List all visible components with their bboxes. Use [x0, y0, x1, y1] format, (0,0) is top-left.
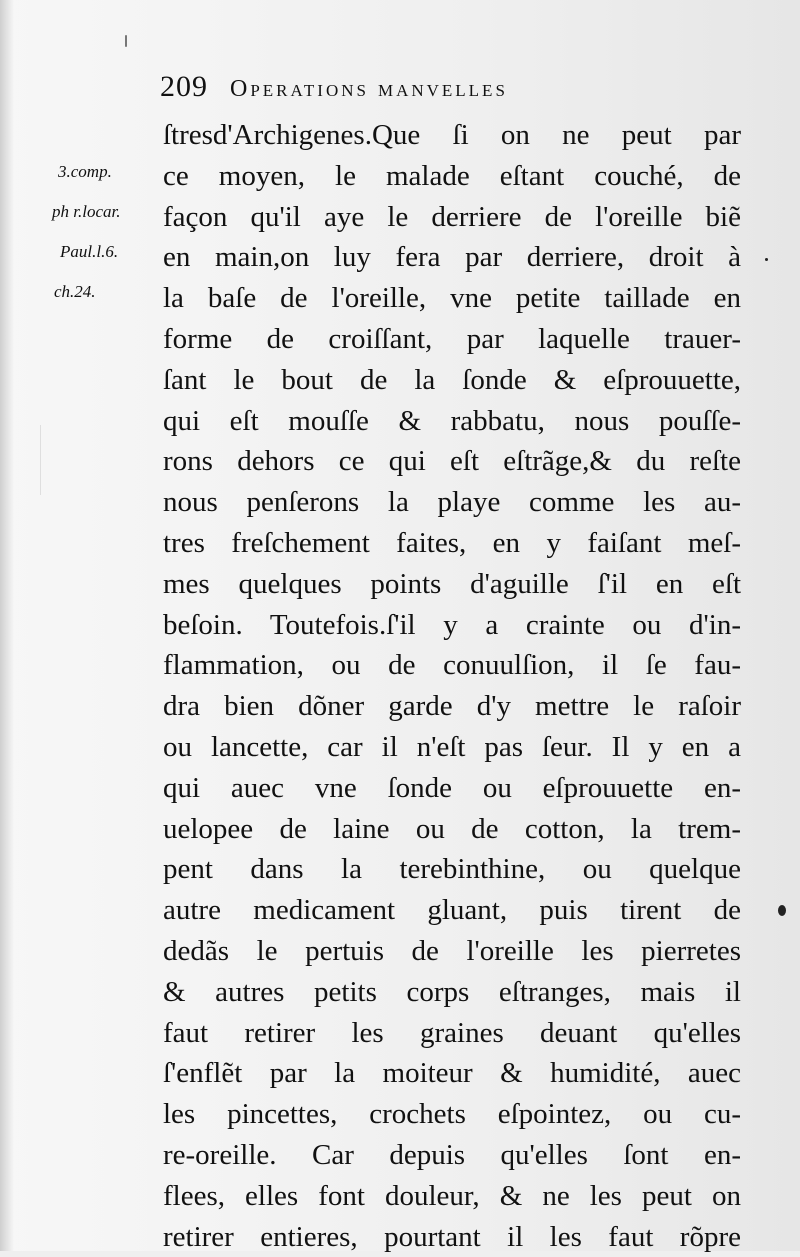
- text-line: qui auec vne ſonde ou eſprouuette en-: [163, 771, 741, 804]
- text-line: pent dans la terebinthine, ou quelque: [163, 853, 741, 886]
- page-edge-shadow: [0, 0, 14, 1251]
- text-line: les pincettes, crochets eſpointez, ou cu-: [163, 1098, 741, 1131]
- text-line: beſoin. Toutefois.ſ'il y a crainte ou d'in-: [163, 608, 741, 641]
- text-line: dra bien dõner garde d'y mettre le raſoir: [163, 690, 741, 723]
- text-line: ou lancette, car il n'eſt pas ſeur. Il y en a: [163, 730, 741, 763]
- text-line: retirer entieres, pourtant il les faut rõpre: [163, 1220, 741, 1253]
- text-line: flammation, ou de conuulſion, il ſe fau-: [163, 649, 741, 682]
- page-header: [160, 70, 740, 114]
- text-line: ce moyen, le malade eſtant couché, de: [163, 159, 741, 192]
- text-line: façon qu'il aye le derriere de l'oreille biẽ: [163, 200, 741, 233]
- page-number: 209: [160, 70, 208, 103]
- text-line: autre medicament gluant, puis tirent de: [163, 894, 741, 927]
- text-line: flees, elles font douleur, & ne les peut on: [163, 1179, 741, 1212]
- margin-note: ph r.locar.: [52, 202, 121, 221]
- margin-note: 3.comp.: [58, 162, 112, 181]
- body-text: [163, 115, 763, 1257]
- text-line: la baſe de l'oreille, vne petite taillade en: [163, 282, 741, 315]
- text-line: nous penſerons la playe comme les au-: [163, 486, 741, 519]
- ink-speck: [125, 35, 127, 47]
- text-line: qui eſt mouſſe & rabbatu, nous pouſſe-: [163, 404, 741, 437]
- text-line: dedãs le pertuis de l'oreille les pierretes: [163, 934, 741, 967]
- text-line: ſtresd'Archigenes.Que ſi on ne peut par: [163, 119, 741, 151]
- text-line: mes quelques points d'aguille ſ'il en eſt: [163, 567, 741, 600]
- text-line: re-oreille. Car depuis qu'elles ſont en-: [163, 1138, 741, 1171]
- text-line: forme de croiſſant, par laquelle trauer-: [163, 322, 741, 355]
- text-line: rons dehors ce qui eſt eſtrãge,& du reſte: [163, 445, 741, 478]
- text-line: faut retirer les graines deuant qu'elles: [163, 1016, 741, 1049]
- margin-notes: [52, 152, 158, 312]
- text-line: ſ'enflẽt par la moiteur & humidité, auec: [163, 1057, 741, 1090]
- ink-speck: [778, 905, 786, 916]
- margin-note: ch.24.: [54, 282, 96, 301]
- text-line: & autres petits corps eſtranges, mais il: [163, 975, 741, 1008]
- text-line: uelopee de laine ou de cotton, la trem-: [163, 812, 741, 845]
- ink-speck: [765, 258, 768, 261]
- text-line: en main,on luy fera par derriere, droit à: [163, 241, 741, 274]
- bleed-through-mark: [40, 425, 131, 495]
- margin-note: Paul.l.6.: [60, 242, 119, 261]
- text-line: ſant le bout de la ſonde & eſprouuette,: [163, 363, 741, 396]
- text-line: tres freſchement faites, en y faiſant meſ-: [163, 526, 741, 559]
- running-title: Operations manvelles: [230, 76, 508, 102]
